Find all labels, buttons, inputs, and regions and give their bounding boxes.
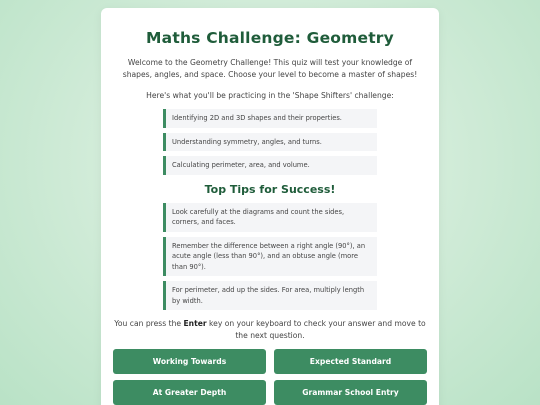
level-working-towards-button[interactable]: Working Towards: [113, 349, 266, 374]
level-buttons: [113, 349, 427, 405]
practice-item: Understanding symmetry, angles, and turns.: [163, 133, 377, 152]
tip-item: Remember the difference between a right angle (90°), an acute angle (less than 90°), and an obtuse angle (more than 90°).: [163, 237, 377, 277]
tips-heading: Top Tips for Success!: [204, 182, 336, 196]
tips-list: [163, 203, 377, 311]
enter-note-before: You can press the: [114, 319, 184, 328]
tip-item: For perimeter, add up the sides. For area, multiply length by width.: [163, 281, 377, 310]
level-grammar-school-button[interactable]: Grammar School Entry: [274, 380, 427, 405]
level-greater-depth-button[interactable]: At Greater Depth: [113, 380, 266, 405]
practice-list: [163, 109, 377, 175]
tip-item: Look carefully at the diagrams and count the sides, corners, and faces.: [163, 203, 377, 232]
practice-lead: Here's what you'll be practicing in the 'Shape Shifters' challenge:: [146, 91, 394, 100]
page-title: Maths Challenge: Geometry: [146, 29, 394, 47]
enter-note-after: key on your keyboard to check your answer and move to the next question.: [206, 319, 426, 340]
challenge-card: [101, 8, 439, 405]
enter-key-note: [113, 318, 427, 342]
enter-key-label: Enter: [183, 319, 207, 328]
practice-item: Identifying 2D and 3D shapes and their properties.: [163, 109, 377, 128]
level-expected-standard-button[interactable]: Expected Standard: [274, 349, 427, 374]
practice-item: Calculating perimeter, area, and volume.: [163, 156, 377, 175]
intro-text: Welcome to the Geometry Challenge! This quiz will test your knowledge of shapes, angles, and space. Choose your level to become a master of shapes!: [122, 58, 418, 79]
